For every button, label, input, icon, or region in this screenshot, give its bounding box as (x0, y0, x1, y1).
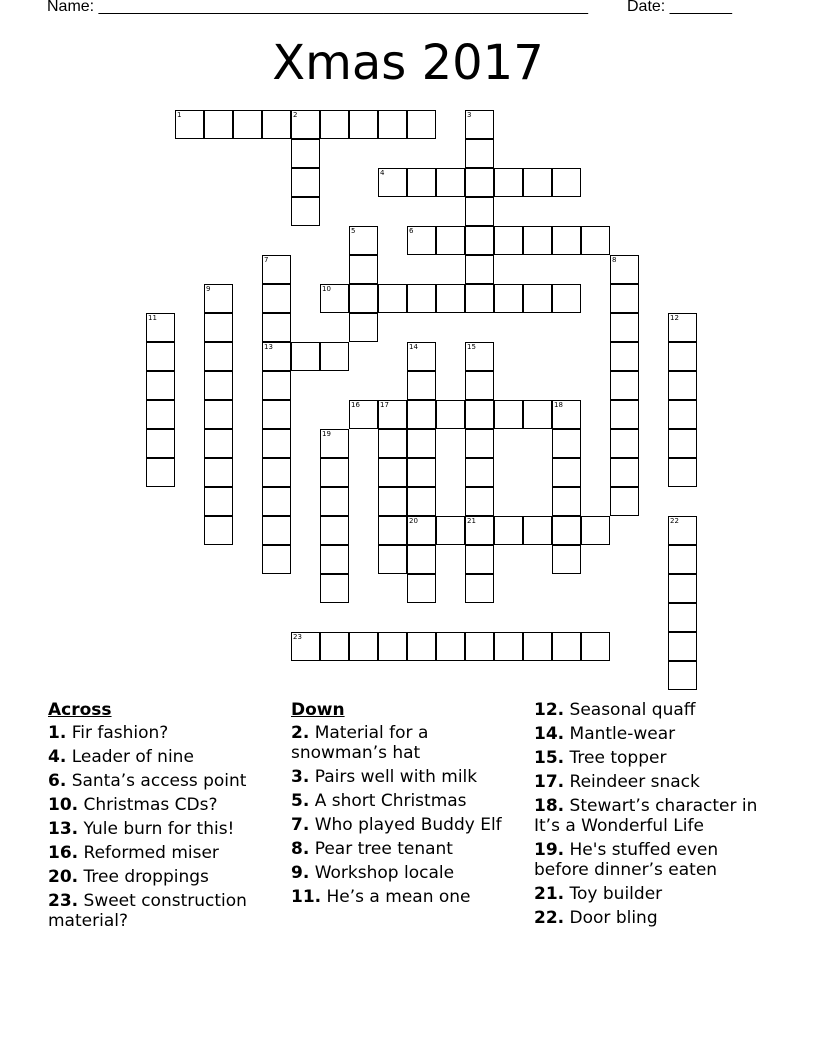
grid-cell[interactable] (610, 284, 639, 313)
grid-cell[interactable] (494, 516, 523, 545)
grid-cell[interactable] (581, 632, 610, 661)
across-heading: Across (48, 700, 112, 720)
clue-item-text: A short Christmas (309, 791, 467, 811)
grid-cell[interactable] (552, 545, 581, 574)
grid-cell[interactable] (204, 400, 233, 429)
clue-item (534, 772, 769, 792)
grid-cell[interactable] (494, 284, 523, 313)
grid-cell[interactable] (436, 284, 465, 313)
grid-cell[interactable] (407, 371, 436, 400)
clue-item-number: 15. (534, 748, 565, 768)
grid-cell[interactable] (465, 342, 494, 371)
grid-cell[interactable] (465, 226, 494, 255)
clue-item (48, 867, 283, 887)
grid-cell[interactable] (378, 632, 407, 661)
grid-cell[interactable] (378, 487, 407, 516)
grid-cell[interactable] (146, 313, 175, 342)
grid-cell[interactable] (320, 342, 349, 371)
grid-cell[interactable] (407, 545, 436, 574)
grid-cell[interactable] (610, 458, 639, 487)
grid-cell[interactable] (320, 429, 349, 458)
grid-cell[interactable] (262, 487, 291, 516)
grid-cell[interactable] (349, 226, 378, 255)
grid-cell[interactable] (523, 400, 552, 429)
grid-cell[interactable] (349, 632, 378, 661)
grid-cell[interactable] (262, 516, 291, 545)
grid-cell[interactable] (610, 400, 639, 429)
grid-cell[interactable] (378, 516, 407, 545)
clue-item (291, 839, 526, 859)
clue-number: 13 (264, 343, 273, 351)
clue-item (48, 771, 283, 791)
clue-item-number: 6. (48, 771, 67, 791)
clue-number: 4 (380, 169, 385, 177)
grid-cell[interactable] (552, 632, 581, 661)
grid-cell[interactable] (378, 284, 407, 313)
grid-cell[interactable] (407, 226, 436, 255)
grid-cell[interactable] (320, 487, 349, 516)
grid-cell[interactable] (204, 487, 233, 516)
grid-cell[interactable] (407, 487, 436, 516)
clue-item-number: 23. (48, 891, 79, 911)
grid-cell[interactable] (552, 429, 581, 458)
clue-item (291, 723, 526, 763)
grid-cell[interactable] (320, 284, 349, 313)
grid-cell[interactable] (175, 110, 204, 139)
clue-item (48, 819, 283, 839)
clue-number: 11 (148, 314, 157, 322)
grid-cell[interactable] (465, 284, 494, 313)
grid-cell[interactable] (233, 110, 262, 139)
grid-cell[interactable] (320, 458, 349, 487)
grid-cell[interactable] (407, 458, 436, 487)
date-line[interactable]: _______ (669, 0, 732, 15)
grid-cell[interactable] (465, 139, 494, 168)
clue-item-text: Door bling (564, 908, 658, 928)
grid-cell[interactable] (262, 429, 291, 458)
grid-cell[interactable] (204, 429, 233, 458)
grid-cell[interactable] (204, 284, 233, 313)
grid-cell[interactable] (610, 371, 639, 400)
clue-item (534, 796, 769, 836)
date-field[interactable] (627, 0, 732, 16)
clue-item-text: Mantle-wear (564, 724, 676, 744)
down-heading: Down (291, 700, 345, 720)
grid-cell[interactable] (436, 632, 465, 661)
grid-cell[interactable] (436, 226, 465, 255)
grid-cell[interactable] (204, 516, 233, 545)
grid-cell[interactable] (146, 400, 175, 429)
grid-cell[interactable] (407, 342, 436, 371)
grid-cell[interactable] (668, 574, 697, 603)
grid-cell[interactable] (291, 168, 320, 197)
grid-cell[interactable] (349, 255, 378, 284)
clue-item (534, 840, 769, 880)
down-clues-continued (534, 700, 769, 932)
grid-cell[interactable] (262, 545, 291, 574)
grid-cell[interactable] (552, 487, 581, 516)
grid-cell[interactable] (668, 429, 697, 458)
clue-item-number: 4. (48, 747, 67, 767)
clue-item (291, 815, 526, 835)
clue-number: 3 (467, 111, 472, 119)
grid-cell[interactable] (610, 487, 639, 516)
clue-number: 10 (322, 285, 331, 293)
grid-cell[interactable] (465, 545, 494, 574)
grid-cell[interactable] (146, 429, 175, 458)
grid-cell[interactable] (465, 632, 494, 661)
clue-item-text: Who played Buddy Elf (309, 815, 502, 835)
clue-item-text: Fir fashion? (66, 723, 169, 743)
clue-item-number: 5. (291, 791, 310, 811)
clue-item (48, 747, 283, 767)
grid-cell[interactable] (465, 110, 494, 139)
clue-item-text: Reformed miser (78, 843, 219, 863)
grid-cell[interactable] (668, 400, 697, 429)
grid-cell[interactable] (349, 313, 378, 342)
grid-cell[interactable] (291, 197, 320, 226)
date-label: Date: (627, 0, 670, 15)
grid-cell[interactable] (465, 371, 494, 400)
grid-cell[interactable] (523, 284, 552, 313)
grid-cell[interactable] (407, 516, 436, 545)
grid-cell[interactable] (320, 632, 349, 661)
clue-item (291, 887, 526, 907)
grid-cell[interactable] (407, 110, 436, 139)
clue-number: 1 (177, 111, 182, 119)
grid-cell[interactable] (610, 313, 639, 342)
grid-cell[interactable] (204, 458, 233, 487)
clue-item-number: 18. (534, 796, 565, 816)
clue-item-text: Workshop locale (309, 863, 455, 883)
grid-cell[interactable] (291, 110, 320, 139)
grid-cell[interactable] (552, 458, 581, 487)
grid-cell[interactable] (407, 400, 436, 429)
grid-cell[interactable] (291, 139, 320, 168)
clue-number: 5 (351, 227, 356, 235)
clue-item-number: 14. (534, 724, 565, 744)
grid-cell[interactable] (291, 632, 320, 661)
grid-cell[interactable] (668, 632, 697, 661)
grid-cell[interactable] (523, 632, 552, 661)
grid-cell[interactable] (262, 342, 291, 371)
clue-item-text: Yule burn for this! (78, 819, 235, 839)
name-label: Name: (47, 0, 99, 15)
clue-number: 21 (467, 517, 476, 525)
grid-cell[interactable] (494, 226, 523, 255)
clue-item-number: 10. (48, 795, 79, 815)
clue-number: 16 (351, 401, 360, 409)
clue-item-text: Sweet construction material? (48, 891, 247, 931)
clue-item-text: Pairs well with milk (309, 767, 478, 787)
clue-item-number: 9. (291, 863, 310, 883)
clue-item-number: 2. (291, 723, 310, 743)
grid-cell[interactable] (668, 342, 697, 371)
grid-cell[interactable] (378, 168, 407, 197)
grid-cell[interactable] (668, 603, 697, 632)
grid-cell[interactable] (436, 516, 465, 545)
clue-item (48, 723, 283, 743)
grid-cell[interactable] (465, 429, 494, 458)
name-field[interactable] (47, 0, 588, 16)
grid-cell[interactable] (349, 110, 378, 139)
down-clues (291, 700, 526, 911)
grid-cell[interactable] (146, 458, 175, 487)
clue-number: 17 (380, 401, 389, 409)
clue-item (291, 767, 526, 787)
clue-number: 7 (264, 256, 269, 264)
clue-number: 12 (670, 314, 679, 322)
clue-number: 22 (670, 517, 679, 525)
clue-item-number: 19. (534, 840, 565, 860)
clue-item (534, 724, 769, 744)
grid-cell[interactable] (262, 458, 291, 487)
clue-item-number: 16. (48, 843, 79, 863)
grid-cell[interactable] (204, 371, 233, 400)
clue-item-text: Leader of nine (66, 747, 194, 767)
grid-cell[interactable] (523, 168, 552, 197)
clue-item-number: 13. (48, 819, 79, 839)
clue-item-number: 22. (534, 908, 565, 928)
grid-cell[interactable] (465, 197, 494, 226)
name-line[interactable]: _______________________________________________________ (98, 0, 588, 15)
clue-number: 18 (554, 401, 563, 409)
clue-item (291, 863, 526, 883)
grid-cell[interactable] (581, 516, 610, 545)
grid-cell[interactable] (378, 458, 407, 487)
clue-item-number: 20. (48, 867, 79, 887)
grid-cell[interactable] (494, 400, 523, 429)
grid-cell[interactable] (668, 313, 697, 342)
clue-number: 20 (409, 517, 418, 525)
grid-cell[interactable] (552, 168, 581, 197)
clue-item-number: 8. (291, 839, 310, 859)
clue-item (534, 748, 769, 768)
clue-number: 9 (206, 285, 211, 293)
grid-cell[interactable] (407, 574, 436, 603)
clue-item (48, 795, 283, 815)
grid-cell[interactable] (465, 168, 494, 197)
grid-cell[interactable] (668, 661, 697, 690)
grid-cell[interactable] (610, 342, 639, 371)
grid-cell[interactable] (320, 545, 349, 574)
grid-cell[interactable] (465, 400, 494, 429)
grid-cell[interactable] (146, 371, 175, 400)
grid-cell[interactable] (262, 371, 291, 400)
clue-item-text: Seasonal quaff (564, 700, 696, 720)
clue-item-number: 21. (534, 884, 565, 904)
grid-cell[interactable] (465, 574, 494, 603)
grid-cell[interactable] (465, 255, 494, 284)
grid-cell[interactable] (407, 632, 436, 661)
grid-cell[interactable] (407, 284, 436, 313)
grid-cell[interactable] (436, 400, 465, 429)
clue-item (534, 884, 769, 904)
clue-number: 6 (409, 227, 414, 235)
grid-cell[interactable] (610, 255, 639, 284)
grid-cell[interactable] (262, 255, 291, 284)
clue-item (291, 791, 526, 811)
grid-cell[interactable] (204, 313, 233, 342)
clue-item-text: Pear tree tenant (309, 839, 453, 859)
grid-cell[interactable] (378, 400, 407, 429)
clue-item (534, 908, 769, 928)
clue-item-number: 12. (534, 700, 565, 720)
grid-cell[interactable] (668, 516, 697, 545)
grid-cell[interactable] (552, 284, 581, 313)
clue-number: 23 (293, 633, 302, 641)
grid-cell[interactable] (552, 516, 581, 545)
clue-item (48, 843, 283, 863)
grid-cell[interactable] (436, 168, 465, 197)
clue-item-text: Tree topper (564, 748, 667, 768)
clue-item-text: He’s a mean one (321, 887, 471, 907)
grid-cell[interactable] (668, 371, 697, 400)
clue-item-number: 11. (291, 887, 322, 907)
grid-cell[interactable] (204, 342, 233, 371)
clue-item-text: Christmas CDs? (78, 795, 218, 815)
grid-cell[interactable] (494, 168, 523, 197)
clue-item-text: Toy builder (564, 884, 663, 904)
grid-cell[interactable] (407, 429, 436, 458)
clue-item-text: Material for a snowman’s hat (291, 723, 429, 763)
grid-cell[interactable] (552, 226, 581, 255)
clue-item-number: 17. (534, 772, 565, 792)
grid-cell[interactable] (378, 110, 407, 139)
grid-cell[interactable] (407, 168, 436, 197)
clue-item-text: He's stuffed even before dinner’s eaten (534, 840, 719, 880)
clue-item (48, 891, 283, 931)
grid-cell[interactable] (552, 400, 581, 429)
clue-number: 19 (322, 430, 331, 438)
clue-item-text: Stewart’s character in It’s a Wonderful Life (534, 796, 758, 836)
grid-cell[interactable] (668, 458, 697, 487)
clue-number: 15 (467, 343, 476, 351)
grid-cell[interactable] (349, 284, 378, 313)
grid-cell[interactable] (494, 632, 523, 661)
grid-cell[interactable] (146, 342, 175, 371)
clue-number: 14 (409, 343, 418, 351)
page-title: Xmas 2017 (272, 35, 544, 91)
grid-cell[interactable] (262, 313, 291, 342)
clue-item-text: Reindeer snack (564, 772, 700, 792)
grid-cell[interactable] (262, 284, 291, 313)
grid-cell[interactable] (610, 429, 639, 458)
clue-item-number: 1. (48, 723, 67, 743)
clue-number: 8 (612, 256, 617, 264)
grid-cell[interactable] (465, 458, 494, 487)
grid-cell[interactable] (378, 545, 407, 574)
clue-item-number: 3. (291, 767, 310, 787)
clue-number: 2 (293, 111, 298, 119)
grid-cell[interactable] (465, 487, 494, 516)
grid-cell[interactable] (465, 516, 494, 545)
clue-item-text: Santa’s access point (66, 771, 247, 791)
grid-cell[interactable] (349, 400, 378, 429)
clue-item (534, 700, 769, 720)
grid-cell[interactable] (291, 342, 320, 371)
grid-cell[interactable] (378, 429, 407, 458)
across-clues (48, 700, 283, 935)
grid-cell[interactable] (320, 516, 349, 545)
grid-cell[interactable] (262, 110, 291, 139)
grid-cell[interactable] (523, 226, 552, 255)
grid-cell[interactable] (320, 574, 349, 603)
clue-item-text: Tree droppings (78, 867, 209, 887)
grid-cell[interactable] (668, 545, 697, 574)
grid-cell[interactable] (204, 110, 233, 139)
grid-cell[interactable] (523, 516, 552, 545)
grid-cell[interactable] (262, 400, 291, 429)
grid-cell[interactable] (320, 110, 349, 139)
grid-cell[interactable] (581, 226, 610, 255)
clue-item-number: 7. (291, 815, 310, 835)
